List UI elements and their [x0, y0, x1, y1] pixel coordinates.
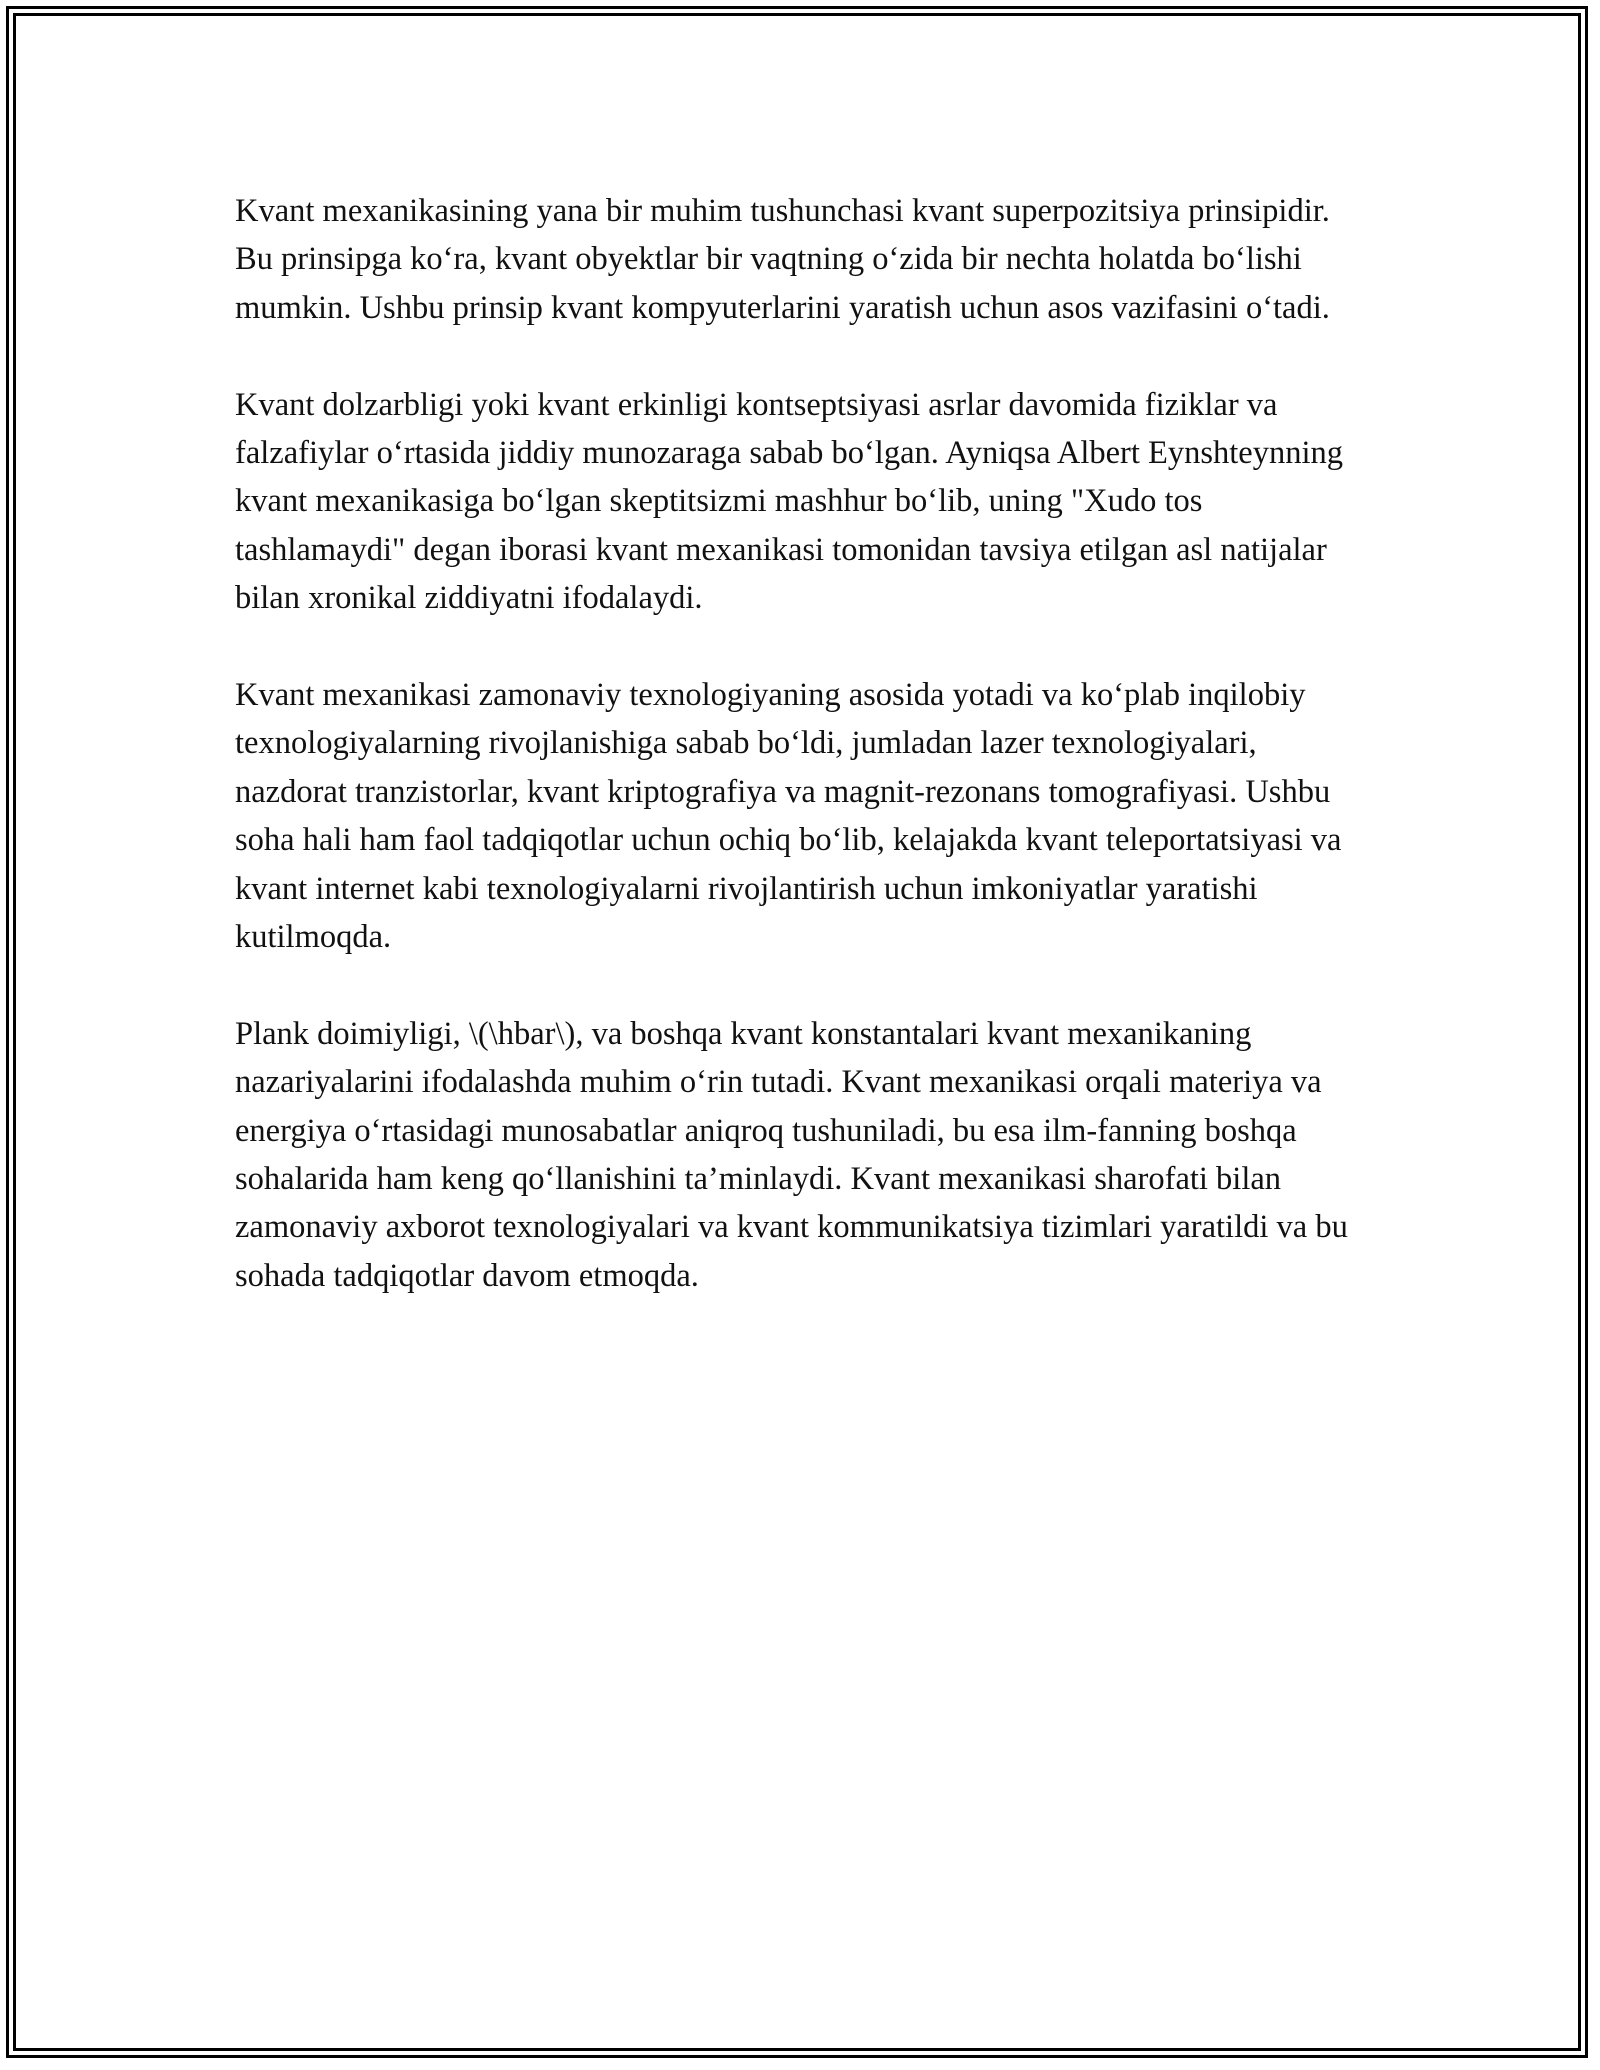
paragraph-technology: Kvant mexanikasi zamonaviy texnologiyaning asosida yotadi va koʻplab inqilobiy texnologiyalarning rivojlanishiga sabab boʻldi, jumladan lazer texnologiyalari, nazdorat tranzistorlar, kvant kriptografiya va magnit-rezonans tomografiyasi. Ushbu soha hali ham faol tadqiqotlar uchun ochiq boʻlib, kelajakda kvant teleportatsiyasi va kvant internet kabi texnologiyalarni rivojlantirish uchun imkoniyatlar yaratishi kutilmoqda.	[235, 677, 1342, 956]
paragraph-superposition: Kvant mexanikasining yana bir muhim tushunchasi kvant superpozitsiya prinsipidir. Bu prinsipga koʻra, kvant obyektlar bir vaqtning oʻzida bir nechta holatda boʻlishi mumkin. Ushbu prinsip kvant kompyuterlarini yaratish uchun asos vazifasini oʻtadi.	[235, 193, 1330, 326]
paragraph-planck-constant: Plank doimiyligi, \(\hbar\), va boshqa kvant konstantalari kvant mexanikaning nazariyalarini ifodalashda muhim oʻrin tutadi. Kvant mexanikasi orqali materiya va energiya oʻrtasidagi munosabatlar aniqroq tushuniladi, bu esa ilm-fanning boshqa sohalarida ham keng qoʻllanishini ta’minlaydi. Kvant mexanikasi sharofati bilan zamonaviy axborot texnologiyalari va kvant kommunikatsiya tizimlari yaratildi va bu sohada tadqiqotlar davom etmoqda.	[235, 1015, 1348, 1294]
paragraph-einstein-debate: Kvant dolzarbligi yoki kvant erkinligi kontseptsiyasi asrlar davomida fiziklar va falzafiylar oʻrtasida jiddiy munozaraga sabab boʻlgan. Ayniqsa Albert Eynshteynning kvant mexanikasiga boʻlgan skeptitsizmi mashhur boʻlib, uning "Xudo tos tashlamaydi" degan iborasi kvant mexanikasi tomonidan tavsiya etilgan asl natijalar bilan xronikal ziddiyatni ifodalaydi.	[235, 386, 1344, 617]
document-body	[235, 187, 1365, 1349]
